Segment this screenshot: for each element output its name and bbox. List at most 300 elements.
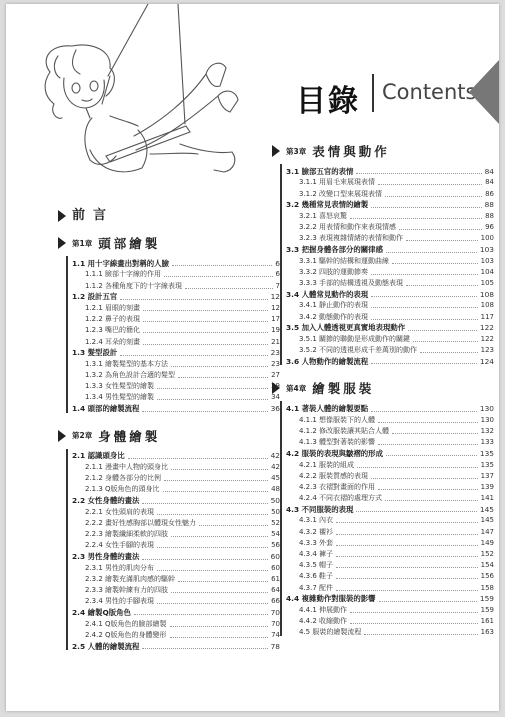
page-number: 74	[271, 630, 280, 639]
dot-leader	[420, 352, 478, 353]
page-number: 6	[275, 258, 280, 268]
page-number: 23	[271, 359, 280, 368]
page-number: 78	[270, 641, 280, 651]
entry-title: 2.1.1 漫畫中人物的頭身比	[85, 463, 169, 471]
toc-subsection-entry[interactable]	[286, 231, 494, 242]
entry-title: 4.3.5 帽子	[299, 561, 334, 570]
entry-title: 1.2.1 眉眼的刻畫	[85, 303, 141, 312]
toc-subsection-entry[interactable]	[286, 625, 494, 636]
entry-title: 2.4.1 Q版角色的臉部繪製	[85, 619, 167, 628]
triangle-bullet-icon	[272, 145, 280, 157]
page-number: 12	[271, 303, 280, 312]
page-number: 104	[480, 267, 494, 276]
page-number: 108	[479, 289, 494, 299]
toc-section-entry[interactable]	[286, 287, 494, 298]
dot-leader	[371, 363, 477, 364]
page-number: 124	[479, 356, 494, 366]
toc-section-entry[interactable]	[72, 401, 280, 412]
entry-title: 4.3.3 外套	[299, 538, 334, 547]
triangle-bullet-icon	[58, 430, 66, 442]
toc-subsection-entry[interactable]	[72, 594, 280, 605]
toc-subsection-entry[interactable]	[286, 524, 494, 535]
toc-subsection-entry[interactable]	[286, 175, 494, 186]
entry-title: 4.4.2 收縮動作	[299, 617, 348, 626]
page-number: 133	[480, 438, 494, 447]
page-number: 103	[479, 245, 494, 255]
book-page	[6, 4, 499, 711]
page-number: 64	[271, 586, 280, 595]
chapter-number: 第1章	[72, 238, 93, 248]
chapter-title: 表情與動作	[312, 144, 390, 159]
toc-subsection-entry[interactable]	[72, 390, 280, 401]
dot-leader	[350, 218, 482, 219]
dot-leader	[356, 173, 481, 174]
dot-leader	[386, 252, 477, 253]
dot-leader	[157, 514, 268, 515]
triangle-bullet-icon	[58, 237, 66, 249]
chapter-entries	[280, 401, 494, 636]
page-number: 130	[480, 415, 494, 424]
entry-title: 1.3.3 女性髮型的繪製	[85, 382, 155, 391]
dot-leader	[336, 567, 478, 568]
dot-leader	[143, 344, 268, 345]
toc-subsection-entry[interactable]	[286, 480, 494, 491]
page-number: 135	[480, 460, 494, 469]
toc-section-entry[interactable]	[72, 290, 280, 301]
toc-subsection-entry[interactable]	[286, 276, 494, 287]
toc-subsection-entry[interactable]	[286, 558, 494, 569]
page-number: 60	[271, 563, 280, 572]
chapter-title: 身體繪製	[98, 428, 161, 444]
page-number: 137	[480, 471, 494, 480]
page-number: 34	[271, 393, 280, 402]
page-number: 54	[271, 530, 280, 539]
contents-title-cjk: 目錄	[296, 84, 360, 119]
preface-heading	[58, 204, 114, 223]
dot-leader	[171, 366, 268, 367]
entry-title: 3.2 幾種常見表情的繪製	[286, 200, 369, 210]
dot-leader	[178, 377, 268, 378]
chapter-heading	[272, 140, 494, 162]
toc-section-entry[interactable]	[72, 493, 280, 504]
toc-section-entry[interactable]	[286, 446, 494, 457]
page-number: 130	[479, 404, 494, 414]
dot-leader	[371, 411, 477, 412]
entry-title: 3.1.1 用眉毛來展現表情	[299, 178, 376, 187]
entry-title: 2.3 男性身體的畫法	[72, 552, 140, 562]
page-number: 70	[270, 608, 280, 618]
dot-leader	[142, 648, 267, 649]
toc-section-entry[interactable]	[72, 605, 280, 616]
dot-leader	[142, 411, 267, 412]
entry-title: 2.3.4 男性的手腳表現	[85, 597, 155, 606]
page-number: 21	[271, 337, 280, 346]
dot-leader	[185, 288, 272, 289]
entry-title: 1.3.1 繪製髮型的基本方法	[85, 359, 169, 368]
dot-leader	[371, 319, 478, 320]
page-number: 158	[480, 583, 494, 592]
toc-subsection-entry[interactable]	[286, 332, 494, 343]
entry-title: 4.1 著裝人體的繪製要點	[286, 404, 369, 414]
entry-title: 3.2.3 表現複雜情緒的表情和動作	[299, 234, 404, 243]
dot-leader	[371, 274, 478, 275]
toc-subsection-entry[interactable]	[72, 323, 280, 334]
entry-title: 2.1 認識頭身比	[72, 451, 125, 461]
toc-section-entry[interactable]	[72, 639, 280, 650]
dot-leader	[392, 263, 478, 264]
toc-subsection-entry[interactable]	[72, 561, 280, 572]
dot-leader	[120, 299, 267, 300]
entry-title: 2.2.1 女性頭肩的表現	[85, 507, 155, 516]
entry-title: 4.3.7 配件	[299, 583, 334, 592]
page-number: 145	[480, 516, 494, 525]
toc-section-entry[interactable]	[286, 321, 494, 332]
toc-subsection-entry[interactable]	[286, 298, 494, 309]
toc-subsection-entry[interactable]	[286, 220, 494, 231]
toc-section-entry[interactable]	[286, 401, 494, 412]
entry-title: 2.2.4 女性手腳的表現	[85, 541, 155, 550]
entry-title: 4.1.1 想像服裝下的人體	[299, 415, 376, 424]
toc-subsection-entry[interactable]	[72, 312, 280, 323]
toc-column-right	[270, 140, 494, 651]
entry-title: 1.2.2 鼻子的表現	[85, 315, 141, 324]
page-number: 154	[480, 561, 494, 570]
page-number: 42	[271, 463, 280, 471]
entry-title: 4.3.2 襯衫	[299, 527, 334, 536]
toc-subsection-entry[interactable]	[286, 547, 494, 558]
page-number: 50	[271, 507, 280, 516]
toc-subsection-entry[interactable]	[72, 516, 280, 527]
toc-subsection-entry[interactable]	[72, 379, 280, 390]
entry-title: 3.2.2 用表情和動作來表現情感	[299, 223, 397, 232]
dot-leader	[385, 500, 478, 501]
entry-title: 1.2.4 耳朵的刻畫	[85, 337, 141, 346]
dot-leader	[336, 578, 478, 579]
dot-leader	[336, 556, 478, 557]
toc-subsection-entry[interactable]	[72, 368, 280, 379]
title-divider	[372, 74, 374, 112]
entry-title: 2.3.1 男性的肌肉分布	[85, 563, 155, 572]
toc-subsection-entry[interactable]	[72, 583, 280, 594]
dot-leader	[378, 489, 478, 490]
toc-subsection-entry[interactable]	[286, 569, 494, 580]
toc-subsection-entry[interactable]	[72, 538, 280, 549]
chapter-number: 第2章	[72, 431, 93, 441]
page-number: 6	[275, 270, 280, 279]
dot-leader	[157, 399, 268, 400]
entry-title: 2.2.2 畫好性感胸部以體現女性魅力	[85, 518, 197, 527]
page-number: 88	[484, 200, 494, 210]
page-number: 50	[270, 496, 280, 506]
toc-subsection-entry[interactable]	[72, 505, 280, 516]
entry-title: 1.2.3 嘴巴的簡化	[85, 326, 141, 335]
page-number: 149	[480, 538, 494, 547]
page-number: 161	[480, 617, 494, 626]
toc-subsection-entry[interactable]	[286, 536, 494, 547]
entry-title: 2.3.3 繪製幹練有力的四肢	[85, 586, 169, 595]
dot-leader	[378, 184, 482, 185]
page-number: 100	[480, 234, 494, 243]
page-number: 66	[271, 597, 280, 606]
toc-section-entry[interactable]	[286, 242, 494, 253]
entry-title: 1.1 用十字線畫出對稱的人臉	[72, 258, 169, 268]
toc-section-entry[interactable]	[72, 256, 280, 267]
entry-title: 3.3.3 手部的結構透視及動態表現	[299, 279, 404, 288]
page-number: 159	[480, 605, 494, 614]
dot-leader	[142, 559, 267, 560]
dot-leader	[406, 285, 478, 286]
chapter-entries	[280, 164, 494, 365]
entry-title: 4.1.3 體型對著裝的影響	[299, 438, 376, 447]
dot-leader	[171, 592, 268, 593]
chapter-number: 第3章	[286, 146, 307, 156]
dot-leader	[378, 444, 478, 445]
entry-title: 2.4 繪製Q版角色	[72, 608, 131, 618]
entry-title: 2.2 女性身體的畫法	[72, 496, 140, 506]
toc-subsection-entry[interactable]	[286, 209, 494, 220]
dot-leader	[199, 525, 268, 526]
dot-leader	[143, 310, 268, 311]
dot-leader	[171, 536, 268, 537]
entry-title: 4.2.3 衣褶對畫面的作用	[299, 482, 376, 491]
page-number: 163	[480, 628, 494, 637]
toc-subsection-entry[interactable]	[72, 301, 280, 312]
entry-title: 2.1.3 Q版角色的頭身比	[85, 485, 160, 494]
toc-subsection-entry[interactable]	[72, 616, 280, 627]
dot-leader	[336, 534, 478, 535]
page-number: 7	[275, 281, 280, 290]
entry-title: 3.4.1 靜止動作的表現	[299, 301, 369, 310]
dot-leader	[171, 469, 268, 470]
toc-subsection-entry[interactable]	[286, 186, 494, 197]
page-number: 70	[271, 619, 280, 628]
contents-header	[296, 74, 496, 119]
chapter-heading	[271, 377, 494, 402]
dot-leader	[408, 330, 477, 331]
toc-subsection-entry[interactable]	[286, 435, 494, 446]
dot-leader	[143, 321, 268, 322]
dot-leader	[164, 480, 268, 481]
dot-leader	[379, 601, 477, 602]
page-number: 27	[271, 371, 280, 380]
dot-leader	[157, 603, 268, 604]
entry-title: 4.2 服裝的表現與皺褶的形成	[286, 448, 383, 458]
dot-leader	[371, 307, 478, 308]
dot-leader	[170, 637, 269, 638]
entry-title: 1.1.1 臉部十字線的作用	[85, 270, 162, 279]
dot-leader	[350, 623, 478, 624]
dot-leader	[157, 388, 268, 389]
dot-leader	[356, 511, 476, 512]
entry-title: 3.4 人體常見動作的表現	[286, 289, 369, 299]
page-number: 52	[271, 518, 280, 527]
entry-title: 1.3.4 男性髮型的繪製	[85, 393, 155, 402]
toc-subsection-entry[interactable]	[72, 572, 280, 583]
entry-title: 1.1.2 各種角度下的十字線表現	[85, 281, 183, 290]
toc-subsection-entry[interactable]	[72, 628, 280, 639]
entry-title: 4.3.1 內衣	[299, 516, 334, 525]
dot-leader	[357, 467, 478, 468]
toc-subsection-entry[interactable]	[286, 254, 494, 265]
entry-title: 2.5 人體的繪製流程	[72, 641, 140, 651]
dot-leader	[178, 581, 268, 582]
page-number: 86	[485, 189, 494, 198]
dot-leader	[385, 196, 482, 197]
chapter-entries	[66, 256, 280, 413]
entry-title: 2.2.3 繪製纖細柔軟的四肢	[85, 530, 169, 539]
entry-title: 4.3.4 褲子	[299, 550, 334, 558]
dot-leader	[164, 276, 272, 277]
page-number: 29	[271, 382, 280, 391]
toc-subsection-entry[interactable]	[286, 469, 494, 480]
page-tab-arrow	[469, 60, 499, 124]
dot-leader	[413, 341, 478, 342]
chapter-heading	[58, 232, 280, 254]
triangle-bullet-icon	[272, 382, 280, 394]
page-number: 152	[480, 550, 494, 558]
entry-title: 1.4 頭部的繪製流程	[72, 404, 140, 414]
entry-title: 3.3.1 驅幹的結構和運動曲線	[299, 256, 390, 265]
toc-subsection-entry[interactable]	[72, 471, 280, 482]
dot-leader	[172, 265, 272, 266]
entry-title: 4.3.6 鞋子	[299, 572, 334, 581]
page-number: 60	[270, 552, 280, 562]
entry-title: 1.3.2 為角色設計合適的髮型	[85, 371, 176, 380]
dot-leader	[378, 422, 478, 423]
dot-leader	[386, 455, 477, 456]
entry-title: 4.1.2 修改服裝讓其貼合人體	[299, 426, 390, 435]
toc-section-entry[interactable]	[72, 346, 280, 357]
page-number: 61	[271, 574, 280, 583]
page-number: 96	[485, 223, 494, 232]
page-number: 45	[271, 474, 280, 483]
toc-subsection-entry[interactable]	[286, 513, 494, 524]
toc-subsection-entry[interactable]	[286, 457, 494, 468]
page-number: 108	[480, 301, 494, 310]
dot-leader	[143, 332, 268, 333]
entry-title: 4.2.1 服裝的組成	[299, 460, 355, 469]
dot-leader	[364, 634, 477, 635]
toc-section-entry[interactable]	[286, 164, 494, 175]
page-number: 12	[270, 292, 280, 302]
page-number: 17	[271, 315, 280, 324]
toc-subsection-entry[interactable]	[286, 491, 494, 502]
toc-section-entry[interactable]	[286, 198, 494, 209]
toc-subsection-entry[interactable]	[72, 334, 280, 345]
page-number: 122	[479, 323, 494, 333]
entry-title: 1.3 髮型設計	[72, 348, 118, 358]
page-number: 56	[271, 541, 280, 550]
dot-leader	[142, 503, 267, 504]
dot-leader	[406, 240, 478, 241]
dot-leader	[128, 458, 268, 459]
chapter-entries	[66, 449, 280, 650]
dot-leader	[336, 545, 478, 546]
toc-subsection-entry[interactable]	[72, 482, 280, 493]
entry-title: 3.5 加入人體透視更真實地表現動作	[286, 323, 406, 333]
page-number: 132	[480, 426, 494, 435]
entry-title: 3.5.2 不同的透視形成千差萬別的動作	[299, 346, 418, 355]
toc-section-entry[interactable]	[72, 549, 280, 560]
toc-subsection-entry[interactable]	[72, 267, 280, 278]
entry-title: 2.1.2 身體各部分的比例	[85, 474, 162, 483]
page-number: 103	[480, 256, 494, 265]
dot-leader	[157, 547, 268, 548]
page-number: 48	[271, 485, 280, 494]
toc-subsection-entry[interactable]	[72, 460, 280, 471]
entry-title: 3.6 人物動作的繪製流程	[286, 356, 369, 366]
toc-subsection-entry[interactable]	[286, 413, 494, 424]
girl-on-swing-illustration	[10, 4, 270, 194]
contents-title-en: Contents	[382, 80, 477, 104]
entry-title: 4.4.1 伸展動作	[299, 605, 348, 614]
entry-title: 2.4.2 Q版角色的身體變形	[85, 630, 167, 639]
toc-subsection-entry[interactable]	[72, 527, 280, 538]
toc-column-left	[58, 232, 280, 662]
dot-leader	[371, 207, 481, 208]
toc-section-entry[interactable]	[286, 354, 494, 365]
page-number: 147	[480, 527, 494, 536]
dot-leader	[336, 522, 478, 523]
dot-leader	[120, 355, 267, 356]
entry-title: 4.2.2 服裝質感的表現	[299, 471, 369, 480]
triangle-bullet-icon	[58, 210, 66, 222]
toc-section-entry[interactable]	[286, 502, 494, 513]
chapter-number: 第4章	[286, 383, 307, 393]
toc-subsection-entry[interactable]	[72, 278, 280, 289]
entry-title: 3.3.2 四肢的運動節奏	[299, 267, 369, 276]
chapter-title: 繪製服裝	[312, 381, 375, 397]
entry-title: 3.4.2 動態動作的表現	[299, 312, 369, 321]
page-number: 145	[479, 504, 494, 514]
page-number: 84	[484, 166, 494, 176]
page-number: 123	[480, 346, 494, 355]
page-number: 139	[480, 482, 494, 491]
toc-subsection-entry[interactable]	[286, 343, 494, 354]
entry-title: 4.3 不同服裝的表現	[286, 504, 354, 514]
entry-title: 3.1.2 改變口型來展現表情	[299, 189, 383, 198]
toc-subsection-entry[interactable]	[286, 309, 494, 320]
dot-leader	[170, 626, 269, 627]
toc-subsection-entry[interactable]	[286, 424, 494, 435]
toc-subsection-entry[interactable]	[286, 603, 494, 614]
entry-title: 3.3 把握身體各部分的關律感	[286, 245, 383, 255]
toc-section-entry[interactable]	[72, 449, 280, 460]
page-number: 36	[270, 404, 280, 414]
page-number: 105	[480, 279, 494, 288]
toc-section-entry[interactable]	[286, 592, 494, 603]
page-number: 156	[480, 572, 494, 581]
page-number: 19	[271, 326, 280, 335]
dot-leader	[399, 229, 482, 230]
toc-subsection-entry[interactable]	[72, 357, 280, 368]
page-number: 122	[480, 335, 494, 343]
dot-leader	[134, 614, 268, 615]
entry-title: 4.5 服裝的繪製流程	[299, 628, 362, 637]
preface-label: 前言	[72, 208, 115, 223]
toc-subsection-entry[interactable]	[286, 614, 494, 625]
page-number: 84	[485, 178, 494, 187]
entry-title: 4.4 複雜動作對服裝的影響	[286, 594, 376, 604]
dot-leader	[371, 478, 478, 479]
entry-title: 3.5.1 關節的聯動是形成動作的關鍵	[299, 335, 411, 343]
entry-title: 3.2.1 喜怒哀驚	[299, 211, 348, 220]
toc-subsection-entry[interactable]	[286, 580, 494, 591]
dot-leader	[336, 590, 478, 591]
entry-title: 4.2.4 不同衣褶的處理方式	[299, 494, 383, 503]
page-number: 117	[480, 312, 494, 321]
toc-subsection-entry[interactable]	[286, 265, 494, 276]
